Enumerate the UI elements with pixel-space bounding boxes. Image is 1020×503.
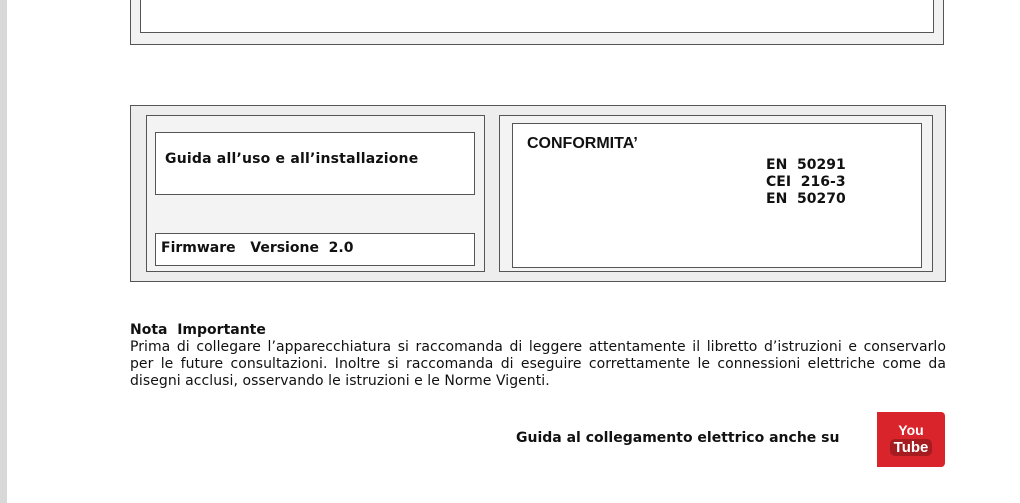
youtube-icon[interactable] [877,412,945,467]
page-edge [0,0,7,503]
top-frame-inner [140,0,934,33]
youtube-caption: Guida al collegamento elettrico anche su [516,430,840,446]
standards-list [766,157,846,208]
firmware-version: Firmware Versione 2.0 [161,240,354,256]
conformity-panel [499,115,933,272]
conformity-title: CONFORMITA’ [527,135,638,152]
standard-item: CEI 216-3 [766,174,846,190]
product-panel [146,115,485,272]
guide-box [155,132,475,195]
youtube-logo-you: You [898,422,924,438]
standard-item: EN 50291 [766,157,846,173]
important-note [130,322,946,390]
youtube-logo-tube: Tube [890,439,933,456]
note-body: Prima di collegare l’apparecchiatura si raccomanda di leggere attentamente il libretto d’istruzioni e conservarlo per le future consultazioni. Inoltre si raccomanda di eseguire correttamente le connessioni elettriche come da disegni acclusi, osservando le istruzioni e le Norme Vigenti. [130,339,946,389]
standard-item: EN 50270 [766,191,846,207]
conformity-box [512,123,922,268]
note-title: Nota Importante [130,322,266,338]
info-frame [130,105,946,282]
firmware-box [155,233,475,266]
top-frame [130,0,944,45]
guide-title: Guida all’uso e all’installazione [165,151,419,167]
